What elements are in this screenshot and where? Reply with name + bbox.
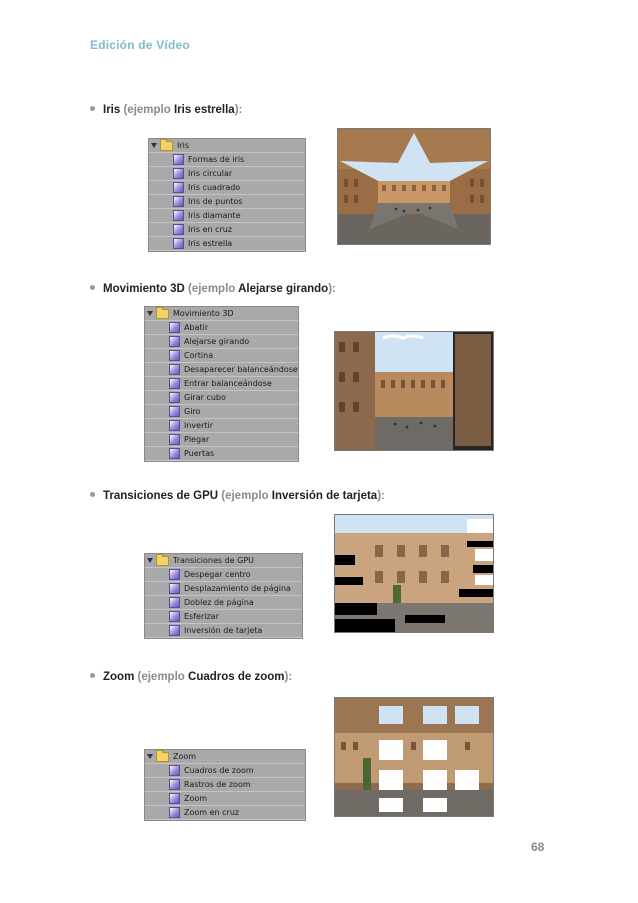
example-prefix: (ejemplo	[123, 104, 171, 116]
example-suffix: ):	[234, 104, 243, 116]
example-name: Alejarse girando	[238, 283, 329, 295]
effect-icon	[169, 378, 180, 389]
effect-item[interactable]	[149, 237, 305, 251]
example-prefix: (ejemplo	[221, 490, 269, 502]
example-suffix: ):	[284, 671, 293, 683]
effect-icon	[173, 196, 184, 207]
effect-item[interactable]	[149, 167, 305, 181]
effect-icon	[169, 392, 180, 403]
effect-item[interactable]	[145, 363, 298, 377]
folder-label: Iris	[177, 141, 190, 150]
section-name: Iris	[103, 104, 121, 116]
effect-label: Iris circular	[188, 169, 233, 178]
effect-label: Iris en cruz	[188, 225, 233, 234]
effect-item[interactable]	[145, 335, 298, 349]
effect-item[interactable]	[149, 209, 305, 223]
effect-item[interactable]	[149, 153, 305, 167]
bullet-transiciones-gpu	[90, 490, 385, 502]
expand-triangle-icon[interactable]	[147, 558, 153, 563]
effect-icon	[173, 210, 184, 221]
effect-icon	[169, 807, 180, 818]
folder-icon	[156, 309, 169, 319]
bullet-movimiento-3d	[90, 283, 336, 295]
effect-label: Cuadros de zoom	[184, 766, 254, 775]
effect-icon	[173, 168, 184, 179]
effect-item[interactable]	[145, 405, 298, 419]
effect-label: Despegar centro	[184, 570, 251, 579]
effect-label: Iris diamante	[188, 211, 241, 220]
effect-label: Esferizar	[184, 612, 219, 621]
effect-label: Inversión de tarjeta	[184, 626, 263, 635]
effect-icon	[169, 322, 180, 333]
effect-item[interactable]	[145, 419, 298, 433]
bullet-dot-icon	[90, 285, 95, 290]
running-header: Edición de Vídeo	[90, 38, 190, 52]
effect-label: Cortina	[184, 351, 214, 360]
effect-item[interactable]	[145, 778, 305, 792]
folder-row[interactable]	[149, 139, 305, 153]
effect-label: Desplazamiento de página	[184, 584, 291, 593]
effects-panel-transiciones-gpu	[144, 553, 303, 639]
folder-row[interactable]	[145, 554, 302, 568]
effect-icon	[169, 625, 180, 636]
example-photo-alejarse-girando	[334, 331, 494, 451]
effect-item[interactable]	[145, 377, 298, 391]
bullet-dot-icon	[90, 106, 95, 111]
effect-icon	[169, 583, 180, 594]
effect-label: Girar cubo	[184, 393, 226, 402]
folder-label: Transiciones de GPU	[173, 556, 255, 565]
effect-label: Puertas	[184, 449, 215, 458]
effects-panel-iris	[148, 138, 306, 252]
bullet-dot-icon	[90, 492, 95, 497]
effect-label: Abatir	[184, 323, 209, 332]
bullet-iris	[90, 104, 242, 116]
effect-item[interactable]	[145, 321, 298, 335]
folder-icon	[156, 752, 169, 762]
section-name: Movimiento 3D	[103, 283, 185, 295]
effect-item[interactable]	[145, 764, 305, 778]
effect-item[interactable]	[145, 391, 298, 405]
folder-row[interactable]	[145, 307, 298, 321]
effect-icon	[173, 224, 184, 235]
effect-icon	[169, 336, 180, 347]
effect-item[interactable]	[145, 596, 302, 610]
example-suffix: ):	[377, 490, 385, 502]
effect-icon	[169, 597, 180, 608]
effect-label: Zoom	[184, 794, 208, 803]
effect-item[interactable]	[145, 433, 298, 447]
effect-item[interactable]	[149, 181, 305, 195]
effects-panel-zoom	[144, 749, 306, 821]
effect-label: Formas de iris	[188, 155, 245, 164]
effect-label: Entrar balanceándose	[184, 379, 272, 388]
example-name: Iris estrella	[173, 104, 235, 116]
effect-label: Alejarse girando	[184, 337, 250, 346]
folder-icon	[160, 141, 173, 151]
example-photo-iris-star	[337, 128, 491, 245]
effect-icon	[169, 779, 180, 790]
bullet-dot-icon	[90, 673, 95, 678]
folder-icon	[156, 556, 169, 566]
effect-label: Zoom en cruz	[184, 808, 240, 817]
effects-panel-movimiento-3d	[144, 306, 299, 462]
effect-item[interactable]	[145, 582, 302, 596]
effect-icon	[169, 350, 180, 361]
folder-label: Zoom	[173, 752, 197, 761]
effect-label: Doblez de página	[184, 598, 254, 607]
effect-item[interactable]	[145, 447, 298, 461]
effect-label: Giro	[184, 407, 201, 416]
effect-item[interactable]	[149, 195, 305, 209]
effect-label: Plegar	[184, 435, 210, 444]
effect-label: Iris de puntos	[188, 197, 243, 206]
effect-icon	[169, 793, 180, 804]
effect-label: Desaparecer balanceándose	[184, 365, 298, 374]
section-name: Zoom	[103, 671, 135, 683]
example-photo-cuadros-zoom	[334, 697, 494, 817]
effect-icon	[169, 364, 180, 375]
effect-icon	[169, 406, 180, 417]
effect-item[interactable]	[145, 349, 298, 363]
effect-item[interactable]	[145, 792, 305, 806]
expand-triangle-icon[interactable]	[147, 754, 153, 759]
effect-icon	[173, 182, 184, 193]
folder-label: Movimiento 3D	[173, 309, 234, 318]
expand-triangle-icon[interactable]	[151, 143, 157, 148]
effect-icon	[169, 611, 180, 622]
effect-item[interactable]	[145, 806, 305, 820]
bullet-zoom	[90, 671, 292, 683]
effect-item[interactable]	[149, 223, 305, 237]
example-suffix: ):	[328, 283, 336, 295]
effect-item[interactable]	[145, 568, 302, 582]
section-name: Transiciones de GPU	[103, 490, 219, 502]
effect-label: Rastros de zoom	[184, 780, 251, 789]
effect-icon	[169, 420, 180, 431]
effect-item[interactable]	[145, 624, 302, 638]
effect-item[interactable]	[145, 610, 302, 624]
effect-icon	[169, 448, 180, 459]
effect-label: Iris cuadrado	[188, 183, 241, 192]
folder-row[interactable]	[145, 750, 305, 764]
example-prefix: (ejemplo	[188, 283, 236, 295]
effect-icon	[169, 765, 180, 776]
expand-triangle-icon[interactable]	[147, 311, 153, 316]
example-prefix: (ejemplo	[137, 671, 185, 683]
effect-icon	[169, 434, 180, 445]
example-name: Cuadros de zoom	[188, 671, 285, 683]
effect-label: Invertir	[184, 421, 214, 430]
example-name: Inversión de tarjeta	[271, 490, 378, 502]
effect-label: Iris estrella	[188, 239, 233, 248]
page-number: 68	[531, 840, 545, 854]
effect-icon	[169, 569, 180, 580]
example-photo-inversion-tarjeta	[334, 514, 494, 633]
effect-icon	[173, 154, 184, 165]
effect-icon	[173, 238, 184, 249]
